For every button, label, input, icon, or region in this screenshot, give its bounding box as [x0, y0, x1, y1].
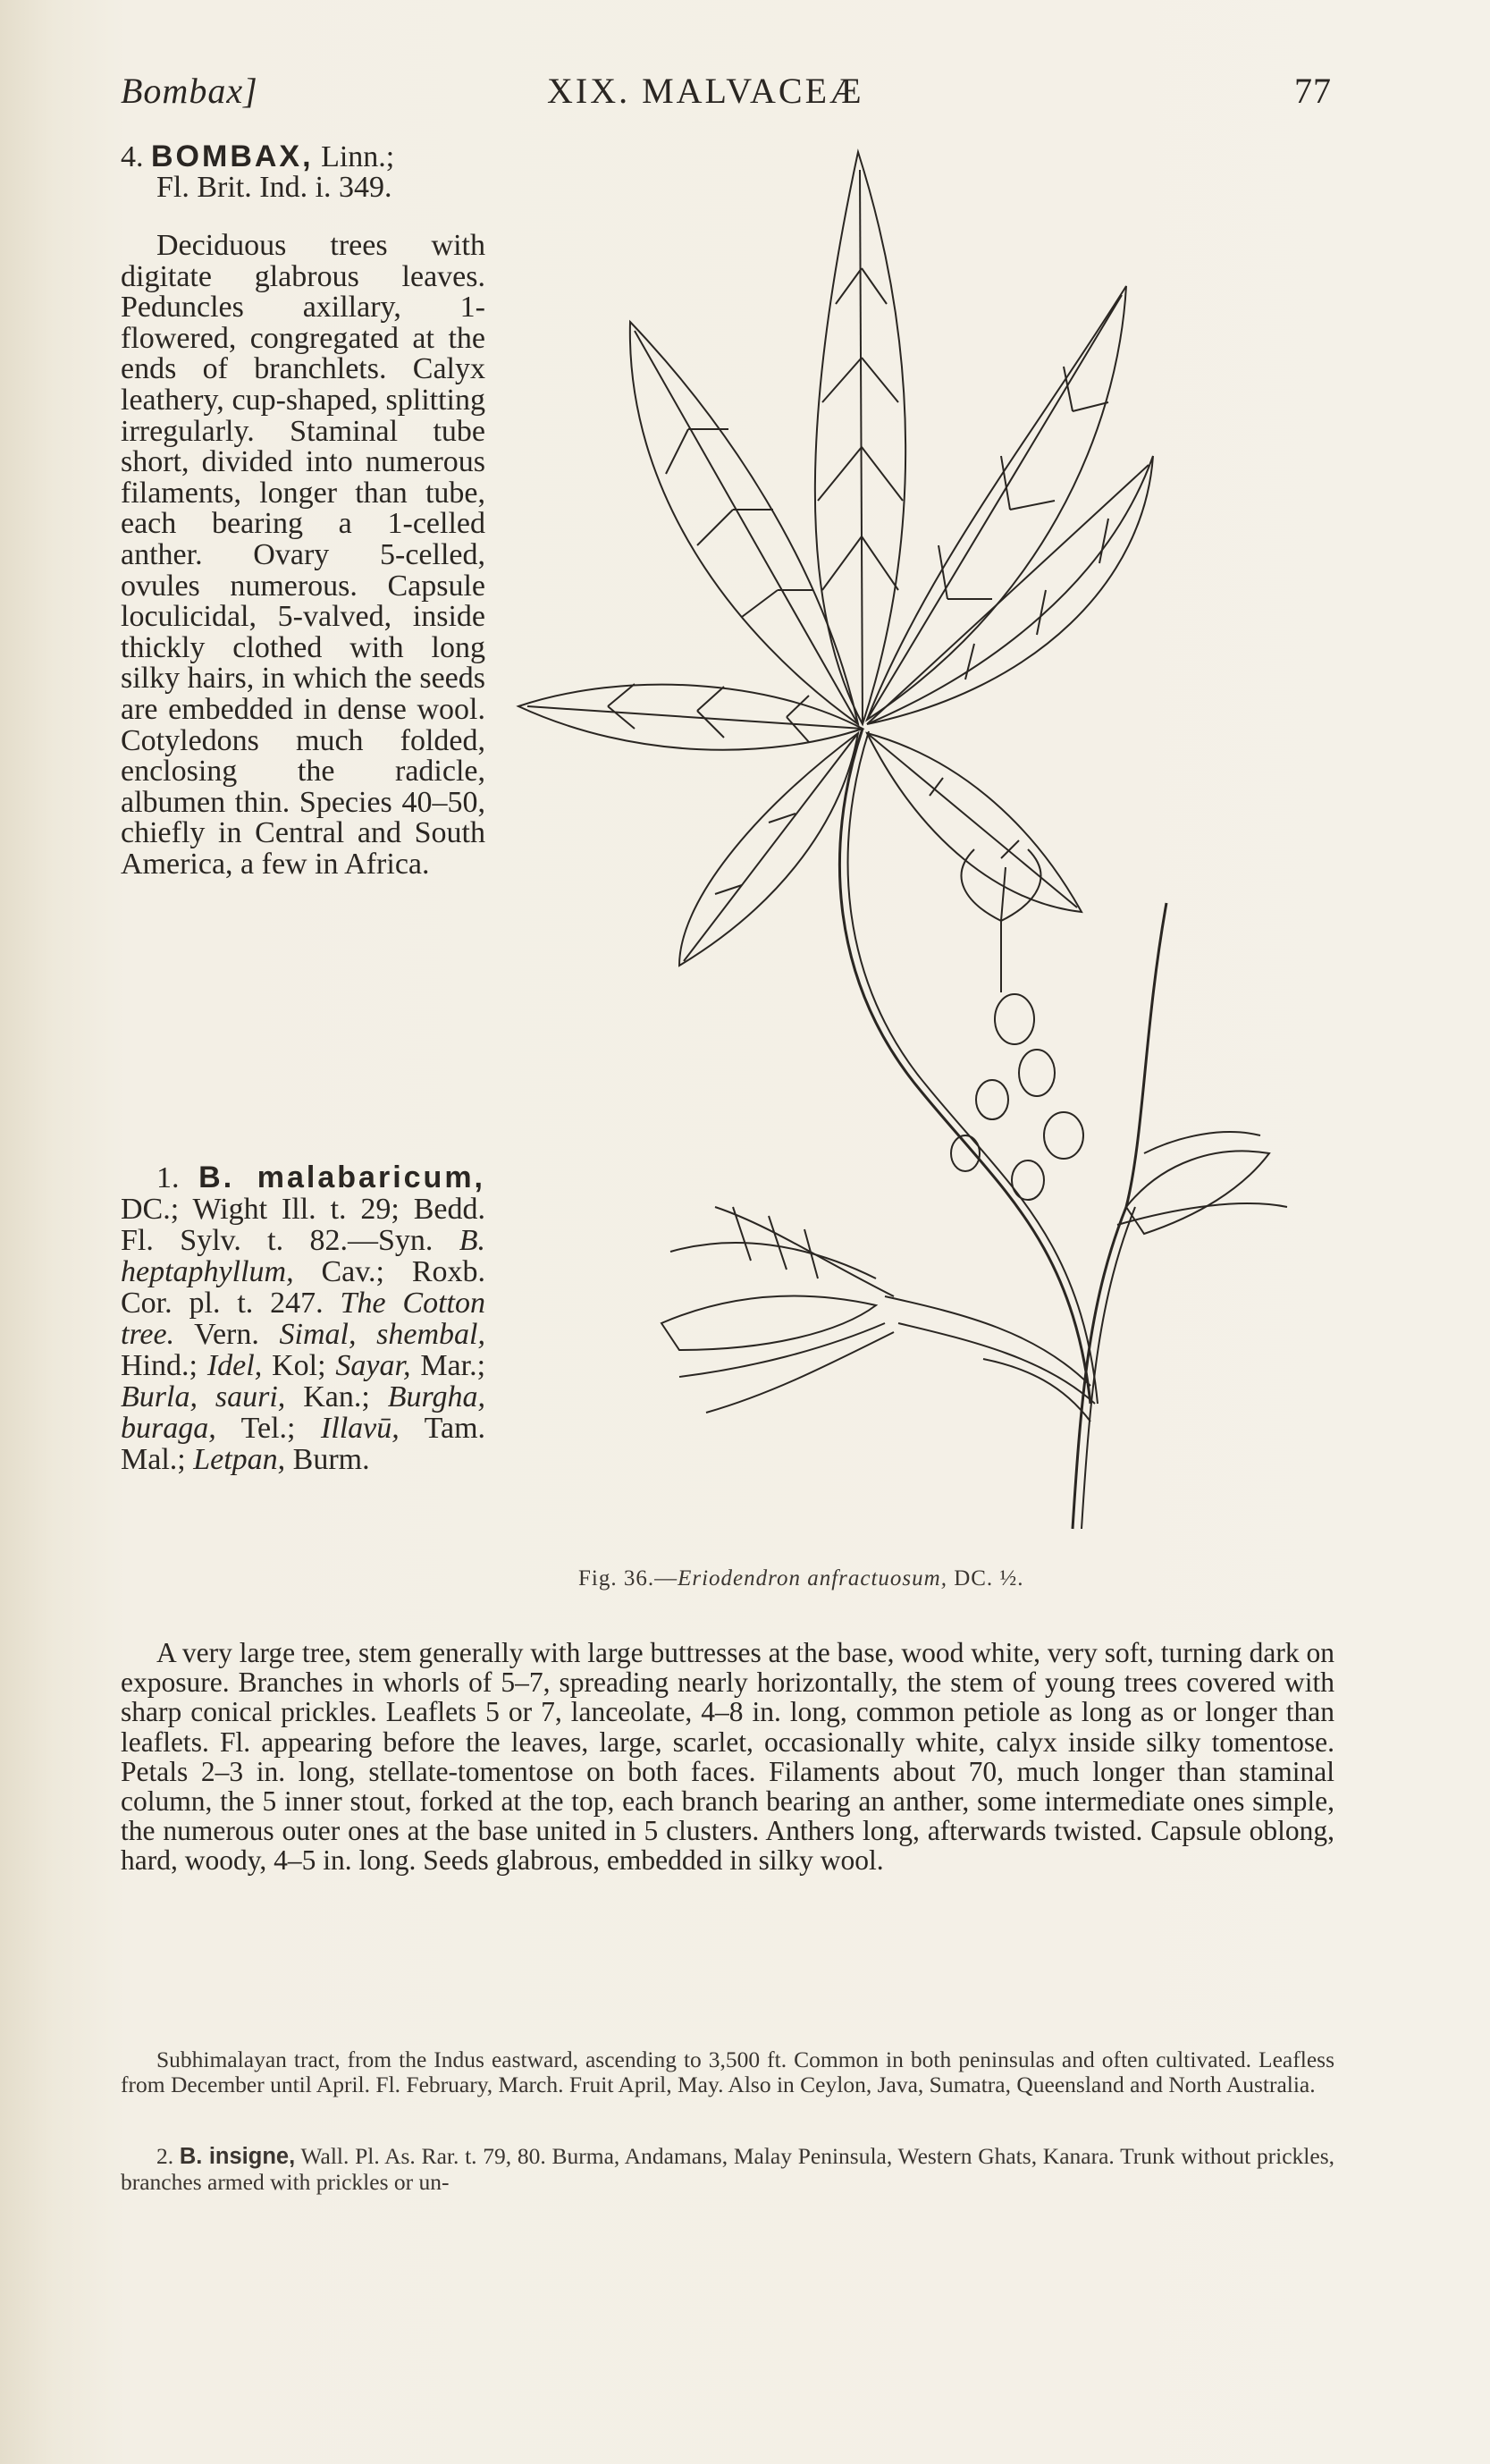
- species-heading: [121, 1162, 485, 1475]
- vernacular-name: Idel,: [206, 1349, 263, 1382]
- page-number: 77: [1294, 71, 1332, 111]
- figure-authority: DC.: [954, 1566, 994, 1591]
- species-description: A very large tree, stem generally with large buttresses at the base, wood white, very soft, turning dark on exposure. Branches in whorls of 5–7, spreading nearly horizontally, the stem of young trees covered with sharp conical prickles. Leaflets 5 or 7, lanceolate, 4–8 in. long, common petiole as long as or longer than leaflets. Fl. appearing before the leaves, large, scarlet, occasionally white, calyx inside silky tomentose. Petals 2–3 in. long, stellate-tomentose on both faces. Filaments about 70, much longer than staminal column, the 5 inner stout, forked at the top, each branch bearing an anther, some intermediate ones simple, the numerous outer ones at the base united in 5 clusters. Anthers long, afterwards twisted. Capsule oblong, hard, woody, 4–5 in. long. Seeds glabrous, embedded in silky wool.: [121, 1637, 1334, 1877]
- species-2-text: Wall. Pl. As. Rar. t. 79, 80. Burma, Andamans, Malay Peninsula, Western Ghats, Kanara. Trunk without prickles, branches armed with prickles or un-: [121, 2143, 1335, 2195]
- open-flower-left: [661, 1207, 894, 1413]
- vernacular-name: Illavū,: [320, 1412, 400, 1445]
- vernacular-name: Sayar,: [335, 1349, 411, 1382]
- synonym-name: B. heptaphyllum,: [121, 1224, 486, 1288]
- figure-species: Eriodendron anfractuosum,: [678, 1566, 947, 1591]
- figure-caption: [578, 1566, 1023, 1591]
- vernacular-label: Vern.: [194, 1318, 259, 1351]
- species-2-name: B. insigne,: [179, 2144, 296, 2169]
- vernacular-name: Simal, shembal,: [279, 1318, 485, 1351]
- species-name: B. malabaricum,: [198, 1160, 485, 1194]
- botanical-illustration: [501, 134, 1394, 1574]
- genus-authority: Linn.;: [321, 140, 395, 173]
- vernacular-language: Kan.;: [303, 1380, 370, 1413]
- species-2-number: 2.: [156, 2143, 174, 2169]
- vernacular-name: Burgha, buraga,: [121, 1380, 486, 1445]
- species-references: DC.; Wight Ill. t. 29; Bedd. Fl. Sylv. t. 82.—Syn.: [121, 1193, 485, 1257]
- vernacular-language: Hind.;: [121, 1349, 198, 1382]
- genus-reference: Fl. Brit. Ind. i. 349.: [156, 171, 392, 204]
- vernacular-language: Kol;: [272, 1349, 326, 1382]
- vernacular-language: Burm.: [292, 1443, 370, 1476]
- vernacular-name: Burla, sauri,: [121, 1380, 286, 1413]
- synonym-references: Cav.; Roxb. Cor. pl. t. 247.: [121, 1255, 486, 1320]
- vernacular-language: Tam. Mal.;: [121, 1412, 486, 1476]
- figure-label: Fig. 36.—: [578, 1566, 678, 1591]
- vernacular-language: Tel.;: [240, 1412, 296, 1445]
- genus-name: BOMBAX,: [151, 139, 314, 173]
- header-section: Bombax]: [121, 71, 258, 111]
- genus-heading: [121, 141, 485, 203]
- species-2-entry: [121, 2144, 1334, 2194]
- genus-description: Deciduous trees with digitate glabrous leaves. Peduncles axillary, 1-flowered, congregated at the ends of branchlets. Calyx leathery, cup-shaped, splitting irregularly. Staminal tube short, divided into numerous filaments, longer than tube, each bearing a 1-celled anther. Ovary 5-celled, ovules numerous. Capsule loculicidal, 5-valved, inside thickly clothed with long silky hairs, in which the seeds are embedded in dense wool. Cotyledons much folded, enclosing the radicle, albumen thin. Species 40–50, chiefly in Central and South America, a few in Africa.: [121, 229, 485, 881]
- header-family: XIX. MALVACEÆ: [547, 71, 864, 111]
- species-number: 1.: [156, 1161, 180, 1194]
- genus-number: 4.: [121, 140, 144, 173]
- vernacular-name: Letpan,: [193, 1443, 286, 1476]
- vernacular-language: Mar.;: [420, 1349, 486, 1382]
- common-name: The Cotton tree.: [121, 1287, 485, 1351]
- open-flower-right: [1117, 1132, 1287, 1234]
- flower-buds: [951, 849, 1083, 1200]
- species-distribution: Subhimalayan tract, from the Indus eastward, ascending to 3,500 ft. Common in both peninsulas and often cultivated. Leafless from December until April. Fl. February, March. Fruit April, May. Also in Ceylon, Java, Sumatra, Queensland and North Australia.: [121, 2046, 1334, 2097]
- figure-scale: ½.: [999, 1566, 1024, 1591]
- running-header: [0, 70, 1490, 123]
